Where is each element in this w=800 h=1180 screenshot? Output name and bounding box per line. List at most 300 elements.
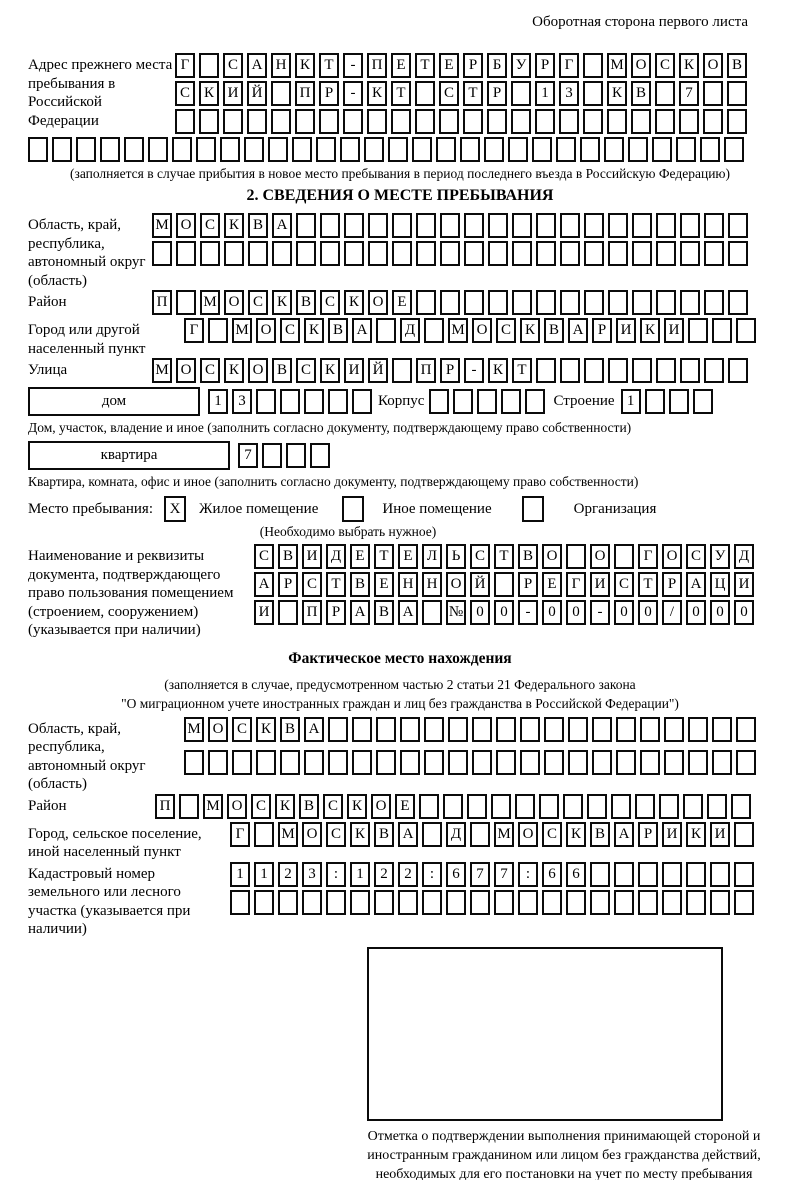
char-cell[interactable]: В xyxy=(631,81,651,106)
char-cell[interactable]: В xyxy=(296,290,316,315)
char-cell[interactable]: Р xyxy=(440,358,460,383)
char-cell[interactable] xyxy=(632,358,652,383)
char-cell[interactable]: М xyxy=(203,794,223,819)
char-cell[interactable] xyxy=(367,109,387,134)
char-cell[interactable]: М xyxy=(494,822,514,847)
char-cell[interactable] xyxy=(655,81,675,106)
char-cell[interactable]: Е xyxy=(542,572,562,597)
char-cell[interactable]: К xyxy=(224,213,244,238)
char-cell[interactable] xyxy=(422,600,442,625)
char-cell[interactable] xyxy=(440,213,460,238)
char-cell[interactable]: Г xyxy=(184,318,204,343)
char-cell[interactable] xyxy=(539,794,559,819)
char-cell[interactable]: Е xyxy=(439,53,459,78)
char-cell[interactable] xyxy=(680,290,700,315)
char-cell[interactable]: Е xyxy=(392,290,412,315)
char-cell[interactable]: О xyxy=(371,794,391,819)
char-cell[interactable]: 0 xyxy=(734,600,754,625)
char-cell[interactable] xyxy=(199,53,219,78)
char-cell[interactable] xyxy=(563,794,583,819)
char-cell[interactable]: П xyxy=(416,358,436,383)
char-cell[interactable]: Р xyxy=(662,572,682,597)
char-cell[interactable] xyxy=(655,109,675,134)
char-cell[interactable] xyxy=(443,794,463,819)
char-cell[interactable]: 3 xyxy=(232,389,252,414)
char-cell[interactable]: Р xyxy=(319,81,339,106)
char-cell[interactable] xyxy=(511,81,531,106)
char-cell[interactable] xyxy=(416,290,436,315)
char-cell[interactable] xyxy=(584,358,604,383)
char-cell[interactable] xyxy=(712,717,732,742)
char-cell[interactable] xyxy=(496,750,516,775)
char-cell[interactable] xyxy=(272,241,292,266)
char-cell[interactable] xyxy=(464,290,484,315)
char-cell[interactable] xyxy=(640,717,660,742)
char-cell[interactable] xyxy=(727,109,747,134)
char-cell[interactable]: И xyxy=(302,544,322,569)
char-cell[interactable] xyxy=(176,290,196,315)
char-cell[interactable] xyxy=(536,213,556,238)
char-cell[interactable]: Г xyxy=(230,822,250,847)
char-cell[interactable]: О xyxy=(446,572,466,597)
char-cell[interactable] xyxy=(488,241,508,266)
char-cell[interactable] xyxy=(220,137,240,162)
char-cell[interactable]: В xyxy=(299,794,319,819)
char-cell[interactable]: Р xyxy=(592,318,612,343)
char-cell[interactable]: - xyxy=(343,81,363,106)
char-cell[interactable] xyxy=(491,794,511,819)
char-cell[interactable]: В xyxy=(374,822,394,847)
char-cell[interactable]: 7 xyxy=(470,862,490,887)
char-cell[interactable] xyxy=(583,81,603,106)
checkbox-zhiloe[interactable]: X xyxy=(164,496,186,522)
char-cell[interactable] xyxy=(223,109,243,134)
char-cell[interactable] xyxy=(727,81,747,106)
char-cell[interactable]: В xyxy=(727,53,747,78)
char-cell[interactable] xyxy=(295,109,315,134)
char-cell[interactable] xyxy=(388,137,408,162)
char-cell[interactable]: Г xyxy=(559,53,579,78)
char-cell[interactable]: Н xyxy=(398,572,418,597)
char-cell[interactable] xyxy=(179,794,199,819)
char-cell[interactable] xyxy=(352,389,372,414)
char-cell[interactable]: И xyxy=(223,81,243,106)
char-cell[interactable] xyxy=(470,890,490,915)
char-cell[interactable]: Г xyxy=(566,572,586,597)
char-cell[interactable] xyxy=(422,822,442,847)
char-cell[interactable]: О xyxy=(248,358,268,383)
char-cell[interactable] xyxy=(400,717,420,742)
char-cell[interactable]: П xyxy=(367,53,387,78)
char-cell[interactable]: Е xyxy=(395,794,415,819)
char-cell[interactable] xyxy=(664,750,684,775)
char-cell[interactable]: С xyxy=(251,794,271,819)
char-cell[interactable] xyxy=(584,290,604,315)
char-cell[interactable]: С xyxy=(302,572,322,597)
char-cell[interactable] xyxy=(28,137,48,162)
char-cell[interactable] xyxy=(635,794,655,819)
char-cell[interactable] xyxy=(326,890,346,915)
char-cell[interactable] xyxy=(632,241,652,266)
char-cell[interactable]: Д xyxy=(734,544,754,569)
char-cell[interactable] xyxy=(262,443,282,468)
char-cell[interactable] xyxy=(302,890,322,915)
char-cell[interactable] xyxy=(172,137,192,162)
char-cell[interactable]: В xyxy=(518,544,538,569)
char-cell[interactable] xyxy=(688,750,708,775)
char-cell[interactable] xyxy=(614,862,634,887)
char-cell[interactable] xyxy=(208,318,228,343)
char-cell[interactable]: И xyxy=(734,572,754,597)
char-cell[interactable] xyxy=(376,318,396,343)
char-cell[interactable]: М xyxy=(448,318,468,343)
char-cell[interactable]: / xyxy=(662,600,682,625)
char-cell[interactable] xyxy=(463,109,483,134)
char-cell[interactable] xyxy=(568,717,588,742)
char-cell[interactable]: 1 xyxy=(254,862,274,887)
char-cell[interactable] xyxy=(501,389,521,414)
char-cell[interactable] xyxy=(176,241,196,266)
char-cell[interactable] xyxy=(580,137,600,162)
char-cell[interactable]: К xyxy=(295,53,315,78)
char-cell[interactable] xyxy=(256,389,276,414)
char-cell[interactable]: 0 xyxy=(614,600,634,625)
char-cell[interactable]: С xyxy=(280,318,300,343)
char-cell[interactable]: А xyxy=(614,822,634,847)
char-cell[interactable]: Р xyxy=(535,53,555,78)
char-cell[interactable]: О xyxy=(518,822,538,847)
char-cell[interactable]: О xyxy=(224,290,244,315)
char-cell[interactable] xyxy=(734,862,754,887)
char-cell[interactable] xyxy=(656,213,676,238)
char-cell[interactable] xyxy=(328,717,348,742)
char-cell[interactable] xyxy=(560,290,580,315)
char-cell[interactable] xyxy=(424,318,444,343)
char-cell[interactable]: П xyxy=(295,81,315,106)
char-cell[interactable]: 0 xyxy=(470,600,490,625)
char-cell[interactable]: 6 xyxy=(566,862,586,887)
char-cell[interactable] xyxy=(232,750,252,775)
char-cell[interactable] xyxy=(376,750,396,775)
char-cell[interactable]: Г xyxy=(175,53,195,78)
char-cell[interactable]: А xyxy=(686,572,706,597)
char-cell[interactable] xyxy=(736,717,756,742)
char-cell[interactable] xyxy=(374,890,394,915)
char-cell[interactable] xyxy=(628,137,648,162)
char-cell[interactable]: М xyxy=(152,358,172,383)
char-cell[interactable]: М xyxy=(278,822,298,847)
char-cell[interactable]: : xyxy=(326,862,346,887)
char-cell[interactable] xyxy=(484,137,504,162)
char-cell[interactable] xyxy=(271,81,291,106)
char-cell[interactable] xyxy=(244,137,264,162)
char-cell[interactable]: С xyxy=(439,81,459,106)
char-cell[interactable] xyxy=(488,213,508,238)
char-cell[interactable] xyxy=(304,750,324,775)
char-cell[interactable]: П xyxy=(155,794,175,819)
char-cell[interactable]: - xyxy=(518,600,538,625)
char-cell[interactable]: 3 xyxy=(302,862,322,887)
char-cell[interactable] xyxy=(175,109,195,134)
char-cell[interactable]: С xyxy=(248,290,268,315)
char-cell[interactable] xyxy=(248,241,268,266)
char-cell[interactable] xyxy=(611,794,631,819)
char-cell[interactable] xyxy=(416,213,436,238)
char-cell[interactable]: 0 xyxy=(542,600,562,625)
char-cell[interactable] xyxy=(560,358,580,383)
char-cell[interactable] xyxy=(712,318,732,343)
char-cell[interactable] xyxy=(704,358,724,383)
char-cell[interactable] xyxy=(680,241,700,266)
char-cell[interactable]: 7 xyxy=(494,862,514,887)
kvartira-type-box[interactable]: квартира xyxy=(28,441,230,470)
char-cell[interactable]: С xyxy=(323,794,343,819)
confirmation-stamp-box[interactable] xyxy=(367,947,723,1121)
char-cell[interactable] xyxy=(477,389,497,414)
char-cell[interactable] xyxy=(536,241,556,266)
char-cell[interactable] xyxy=(488,290,508,315)
char-cell[interactable] xyxy=(467,794,487,819)
char-cell[interactable] xyxy=(568,750,588,775)
char-cell[interactable] xyxy=(614,544,634,569)
char-cell[interactable]: 3 xyxy=(559,81,579,106)
char-cell[interactable]: Е xyxy=(350,544,370,569)
char-cell[interactable] xyxy=(470,822,490,847)
char-cell[interactable]: Й xyxy=(247,81,267,106)
char-cell[interactable]: К xyxy=(224,358,244,383)
char-cell[interactable] xyxy=(52,137,72,162)
char-cell[interactable]: П xyxy=(152,290,172,315)
char-cell[interactable] xyxy=(512,290,532,315)
char-cell[interactable] xyxy=(328,750,348,775)
char-cell[interactable] xyxy=(583,109,603,134)
char-cell[interactable]: С xyxy=(326,822,346,847)
char-cell[interactable] xyxy=(429,389,449,414)
char-cell[interactable]: Д xyxy=(326,544,346,569)
char-cell[interactable]: В xyxy=(280,717,300,742)
char-cell[interactable] xyxy=(512,213,532,238)
char-cell[interactable]: К xyxy=(520,318,540,343)
char-cell[interactable] xyxy=(440,241,460,266)
char-cell[interactable] xyxy=(640,750,660,775)
char-cell[interactable] xyxy=(583,53,603,78)
char-cell[interactable] xyxy=(686,890,706,915)
char-cell[interactable]: : xyxy=(518,862,538,887)
char-cell[interactable]: Т xyxy=(391,81,411,106)
char-cell[interactable]: И xyxy=(344,358,364,383)
char-cell[interactable]: Д xyxy=(446,822,466,847)
char-cell[interactable] xyxy=(280,750,300,775)
char-cell[interactable] xyxy=(679,109,699,134)
char-cell[interactable] xyxy=(376,717,396,742)
char-cell[interactable]: С xyxy=(686,544,706,569)
char-cell[interactable]: Б xyxy=(487,53,507,78)
char-cell[interactable] xyxy=(704,241,724,266)
char-cell[interactable]: О xyxy=(590,544,610,569)
char-cell[interactable] xyxy=(587,794,607,819)
checkbox-inoe[interactable] xyxy=(342,496,364,522)
char-cell[interactable] xyxy=(608,241,628,266)
char-cell[interactable] xyxy=(704,290,724,315)
char-cell[interactable] xyxy=(424,717,444,742)
char-cell[interactable] xyxy=(224,241,244,266)
char-cell[interactable] xyxy=(736,750,756,775)
char-cell[interactable] xyxy=(656,290,676,315)
char-cell[interactable]: Т xyxy=(374,544,394,569)
char-cell[interactable]: В xyxy=(590,822,610,847)
char-cell[interactable] xyxy=(724,137,744,162)
char-cell[interactable] xyxy=(100,137,120,162)
char-cell[interactable]: М xyxy=(184,717,204,742)
char-cell[interactable] xyxy=(731,794,751,819)
char-cell[interactable]: А xyxy=(350,600,370,625)
char-cell[interactable] xyxy=(604,137,624,162)
char-cell[interactable] xyxy=(352,750,372,775)
char-cell[interactable]: И xyxy=(590,572,610,597)
char-cell[interactable]: А xyxy=(254,572,274,597)
char-cell[interactable] xyxy=(638,890,658,915)
char-cell[interactable] xyxy=(278,600,298,625)
char-cell[interactable]: Т xyxy=(512,358,532,383)
char-cell[interactable]: А xyxy=(272,213,292,238)
char-cell[interactable]: И xyxy=(662,822,682,847)
char-cell[interactable] xyxy=(616,750,636,775)
char-cell[interactable] xyxy=(460,137,480,162)
char-cell[interactable]: С xyxy=(175,81,195,106)
char-cell[interactable]: С xyxy=(542,822,562,847)
char-cell[interactable]: Л xyxy=(422,544,442,569)
char-cell[interactable]: В xyxy=(544,318,564,343)
char-cell[interactable]: К xyxy=(686,822,706,847)
char-cell[interactable] xyxy=(683,794,703,819)
char-cell[interactable] xyxy=(734,822,754,847)
char-cell[interactable]: Н xyxy=(271,53,291,78)
char-cell[interactable]: П xyxy=(302,600,322,625)
char-cell[interactable] xyxy=(656,358,676,383)
char-cell[interactable] xyxy=(592,750,612,775)
char-cell[interactable] xyxy=(544,717,564,742)
char-cell[interactable] xyxy=(688,717,708,742)
char-cell[interactable] xyxy=(415,109,435,134)
char-cell[interactable] xyxy=(316,137,336,162)
char-cell[interactable]: К xyxy=(607,81,627,106)
char-cell[interactable]: В xyxy=(374,600,394,625)
char-cell[interactable] xyxy=(704,213,724,238)
char-cell[interactable] xyxy=(148,137,168,162)
char-cell[interactable] xyxy=(712,750,732,775)
char-cell[interactable] xyxy=(152,241,172,266)
char-cell[interactable] xyxy=(656,241,676,266)
char-cell[interactable]: Р xyxy=(518,572,538,597)
char-cell[interactable] xyxy=(703,81,723,106)
char-cell[interactable]: - xyxy=(343,53,363,78)
char-cell[interactable] xyxy=(703,109,723,134)
char-cell[interactable] xyxy=(532,137,552,162)
char-cell[interactable] xyxy=(230,890,250,915)
char-cell[interactable] xyxy=(728,358,748,383)
char-cell[interactable] xyxy=(566,544,586,569)
char-cell[interactable] xyxy=(344,213,364,238)
char-cell[interactable] xyxy=(271,109,291,134)
char-cell[interactable]: С xyxy=(200,213,220,238)
char-cell[interactable] xyxy=(419,794,439,819)
char-cell[interactable] xyxy=(664,717,684,742)
char-cell[interactable]: Н xyxy=(422,572,442,597)
char-cell[interactable] xyxy=(688,318,708,343)
char-cell[interactable] xyxy=(247,109,267,134)
char-cell[interactable] xyxy=(680,213,700,238)
char-cell[interactable]: К xyxy=(320,358,340,383)
char-cell[interactable] xyxy=(511,109,531,134)
char-cell[interactable] xyxy=(686,862,706,887)
char-cell[interactable]: К xyxy=(199,81,219,106)
char-cell[interactable] xyxy=(542,890,562,915)
char-cell[interactable] xyxy=(632,290,652,315)
char-cell[interactable] xyxy=(343,109,363,134)
char-cell[interactable] xyxy=(508,137,528,162)
char-cell[interactable]: Е xyxy=(374,572,394,597)
char-cell[interactable]: 1 xyxy=(350,862,370,887)
char-cell[interactable] xyxy=(124,137,144,162)
char-cell[interactable]: К xyxy=(347,794,367,819)
char-cell[interactable]: О xyxy=(208,717,228,742)
char-cell[interactable] xyxy=(256,750,276,775)
char-cell[interactable]: А xyxy=(247,53,267,78)
char-cell[interactable] xyxy=(446,890,466,915)
char-cell[interactable]: Р xyxy=(278,572,298,597)
char-cell[interactable] xyxy=(608,358,628,383)
char-cell[interactable]: Р xyxy=(463,53,483,78)
char-cell[interactable]: И xyxy=(710,822,730,847)
char-cell[interactable] xyxy=(536,290,556,315)
char-cell[interactable] xyxy=(608,213,628,238)
char-cell[interactable] xyxy=(512,241,532,266)
char-cell[interactable] xyxy=(590,890,610,915)
char-cell[interactable] xyxy=(494,890,514,915)
char-cell[interactable]: 2 xyxy=(398,862,418,887)
char-cell[interactable]: И xyxy=(616,318,636,343)
char-cell[interactable]: О xyxy=(227,794,247,819)
char-cell[interactable]: К xyxy=(272,290,292,315)
char-cell[interactable]: 2 xyxy=(374,862,394,887)
char-cell[interactable] xyxy=(296,241,316,266)
char-cell[interactable]: 1 xyxy=(208,389,228,414)
char-cell[interactable] xyxy=(392,241,412,266)
char-cell[interactable]: О xyxy=(368,290,388,315)
char-cell[interactable]: М xyxy=(152,213,172,238)
char-cell[interactable]: С xyxy=(655,53,675,78)
dom-type-box[interactable]: дом xyxy=(28,387,200,416)
char-cell[interactable] xyxy=(415,81,435,106)
char-cell[interactable] xyxy=(614,890,634,915)
char-cell[interactable] xyxy=(676,137,696,162)
char-cell[interactable]: Й xyxy=(368,358,388,383)
char-cell[interactable] xyxy=(616,717,636,742)
char-cell[interactable]: С xyxy=(470,544,490,569)
char-cell[interactable] xyxy=(728,241,748,266)
char-cell[interactable]: В xyxy=(272,358,292,383)
char-cell[interactable] xyxy=(693,389,713,414)
char-cell[interactable]: О xyxy=(472,318,492,343)
char-cell[interactable]: Ь xyxy=(446,544,466,569)
char-cell[interactable] xyxy=(254,890,274,915)
char-cell[interactable] xyxy=(536,358,556,383)
char-cell[interactable] xyxy=(544,750,564,775)
char-cell[interactable]: С xyxy=(496,318,516,343)
char-cell[interactable] xyxy=(669,389,689,414)
char-cell[interactable] xyxy=(368,241,388,266)
char-cell[interactable] xyxy=(515,794,535,819)
